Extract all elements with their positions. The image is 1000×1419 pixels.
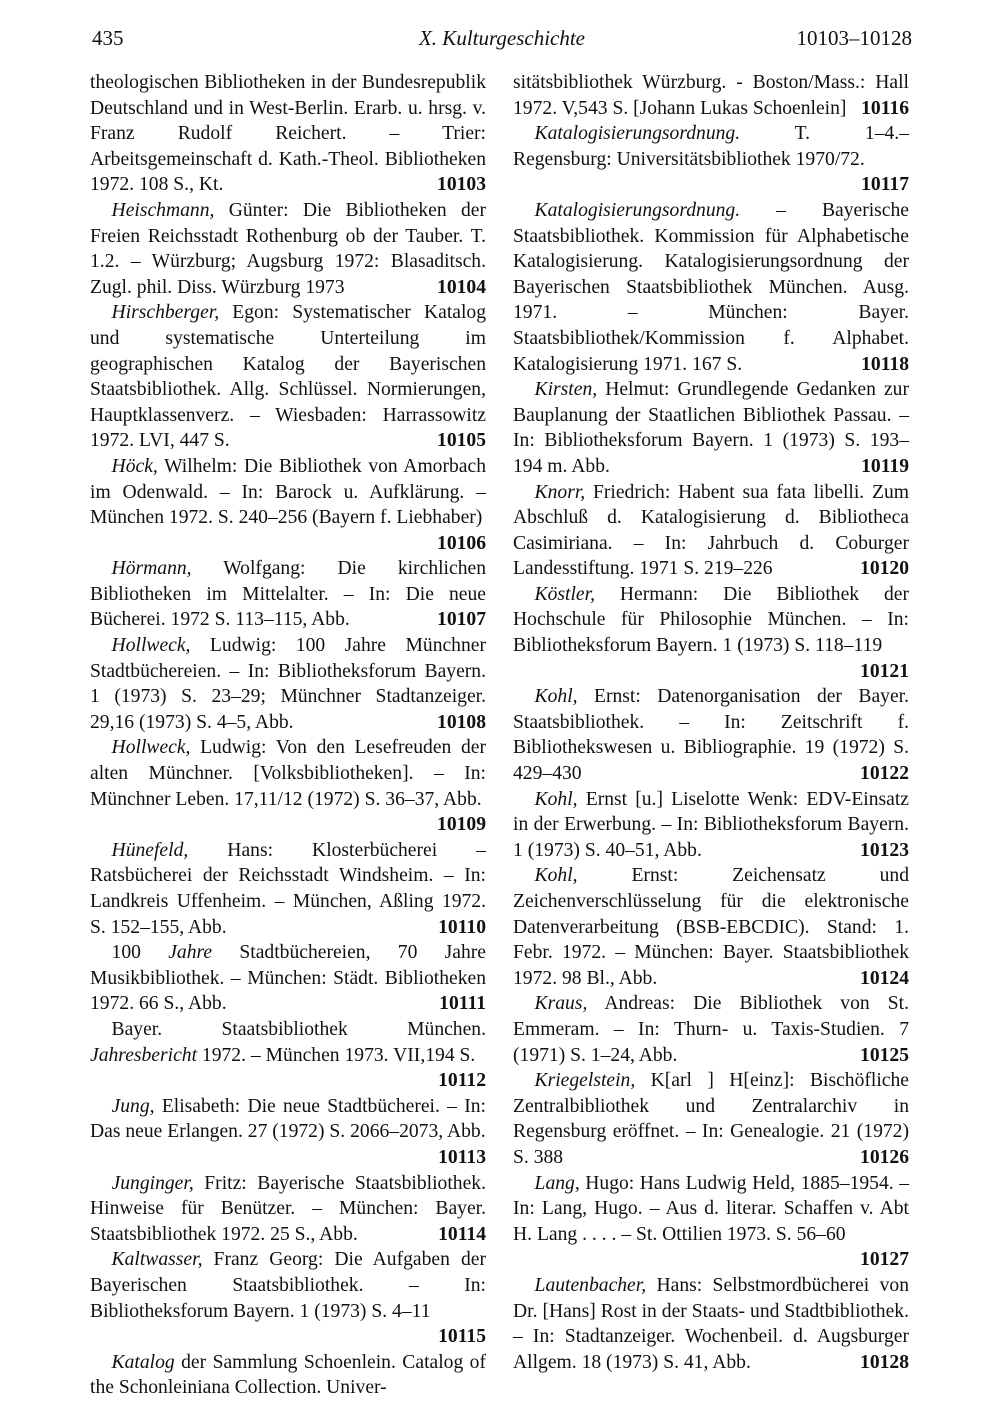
entry-author: Hörmann,: [111, 558, 192, 580]
bibliography-entry: [90, 198, 486, 300]
entry-author: Kaltwasser,: [111, 1249, 203, 1271]
bibliography-entry: [513, 684, 909, 786]
entry-author: Katalogisierungsordnung.: [534, 199, 741, 221]
entry-number: 10108: [437, 711, 486, 733]
entry-range: 10103–10128: [796, 26, 912, 50]
entry-author: Kohl,: [534, 865, 578, 887]
bibliography-entry: [513, 863, 909, 991]
page-number: 435: [92, 26, 124, 50]
entry-author: Lautenbacher,: [534, 1274, 647, 1296]
entry-number: 10117: [861, 174, 909, 196]
entry-author: Kriegelstein,: [534, 1070, 636, 1092]
entry-number: 10126: [860, 1146, 909, 1168]
bibliography-entry: [90, 454, 486, 556]
entry-author: Hünefeld,: [111, 839, 189, 861]
bibliography-entry: [513, 1171, 909, 1273]
entry-text: Ludwig: Von den Lesefreuden der alten Münchner. [Volksbibliotheken]. – In: Münchner Leben. 17,11/12 (1972) S. 36–37, Abb.: [90, 737, 486, 810]
entry-number: 10107: [437, 609, 486, 631]
entry-text: Helmut: Grundlegende Gedanken zur Bauplanung der Staatlichen Bibliothek Passau. – In: Bibliotheksforum Bayern. 1 (1973) S. 193–194 m. Abb.: [513, 379, 909, 477]
left-column: [90, 70, 486, 1401]
entry-prefix: 100: [111, 942, 169, 964]
entry-text: Franz Georg: Die Aufgaben der Bayerischen Staatsbibliothek. – In: Bibliotheksforum Bayern. 1 (1973) S. 4–11: [90, 1249, 486, 1322]
entry-author: Jahre: [168, 942, 213, 964]
entry-author: Hollweck,: [111, 635, 191, 657]
entry-number: 10105: [437, 430, 486, 452]
entry-author: Kraus,: [534, 993, 588, 1015]
bibliography-entry: [90, 1017, 486, 1094]
entry-text: theologischen Bibliotheken in der Bundesrepublik Deutschland und in West-Berlin. Erarb. u. hrsg. v. Franz Rudolf Reichert. – Trier: Arbeitsgemeinschaft d. Kath.-Theol. Bibliotheken 1972. 108 S., Kt.: [90, 72, 486, 196]
entry-number: 10115: [438, 1326, 486, 1348]
bibliography-entry: [90, 838, 486, 940]
bibliography-entry: [90, 1094, 486, 1171]
entry-text: Fritz: Bayerische Staatsbibliothek. Hinweise für Benützer. – München: Bayer. Staatsbibliothek 1972. 25 S., Abb.: [90, 1172, 486, 1245]
entry-number: 10113: [438, 1146, 486, 1168]
bibliography-entry: [513, 377, 909, 479]
bibliography-entry: [513, 121, 909, 198]
bibliography-entry: [513, 1068, 909, 1170]
bibliography-entry: [90, 70, 486, 198]
entry-number: 10124: [860, 967, 909, 989]
bibliography-entry: [90, 940, 486, 1017]
entry-author: Katalogisierungsordnung.: [534, 123, 741, 145]
bibliography-entry: [90, 1350, 486, 1401]
entry-author: Kohl,: [534, 686, 578, 708]
bibliography-entry: [513, 991, 909, 1068]
entry-text: K[arl ] H[einz]: Bischöfliche Zentralbibliothek und Zentralarchiv in Regensburg eröffnet. – In: Genealogie. 21 (1972) S. 388: [513, 1070, 909, 1168]
entry-author: Jung,: [111, 1095, 155, 1117]
entry-text: sitätsbibliothek Würzburg. - Boston/Mass.: Hall 1972. V,543 S. [Johann Lukas Schoenlein]: [513, 72, 909, 119]
entry-number: 10109: [437, 814, 486, 836]
bibliography-entry: [513, 1273, 909, 1375]
entry-prefix: Bayer. Staatsbibliothek München.: [111, 1018, 486, 1040]
entry-text: Wolfgang: Die kirchlichen Bibliotheken im Mittelalter. – In: Die neue Bücherei. 1972 S. 113–115, Abb.: [90, 558, 486, 631]
entry-number: 10125: [860, 1044, 909, 1066]
entry-number: 10106: [437, 532, 486, 554]
bibliography-entry: [90, 556, 486, 633]
section-title: X. Kulturgeschichte: [418, 26, 586, 50]
entry-text: Elisabeth: Die neue Stadtbücherei. – In: Das neue Erlangen. 27 (1972) S. 2066–2073, Abb.: [90, 1095, 486, 1143]
entry-text: Ernst: Datenorganisation der Bayer. Staatsbibliothek. – In: Zeitschrift f. Bibliothekswesen u. Bibliographie. 19 (1972) S. 429–430: [513, 686, 909, 785]
entry-text: Hans: Selbstmordbücherei von Dr. [Hans] Rost in der Staats- und Stadtbibliothek. – In: Stadtanzeiger. Wochenbeil. d. Augsburger Allgem. 18 (1973) S. 41, Abb.: [513, 1274, 909, 1373]
entry-number: 10118: [861, 353, 909, 375]
bibliography-entry: [513, 582, 909, 684]
entry-text: 1972. – München 1973. VII,194 S.: [197, 1044, 476, 1066]
entry-author: Hollweck,: [111, 737, 191, 759]
entry-number: 10103: [437, 174, 486, 196]
entry-text: T. 1–4.– Regensburg: Universitätsbibliothek 1970/72.: [513, 123, 909, 170]
bibliography-entry: [513, 480, 909, 582]
entry-author: Knorr,: [534, 481, 586, 503]
entry-number: 10119: [861, 455, 909, 477]
entry-number: 10120: [860, 558, 909, 580]
entry-author: Jahresbericht: [90, 1044, 198, 1066]
entry-author: Lang,: [534, 1172, 580, 1194]
entry-text: Ludwig: 100 Jahre Münchner Stadtbüchereien. – In: Bibliotheksforum Bayern. 1 (1973) S. 23–29; Münchner Stadtanzeiger. 29,16 (1973) S. 4–5, Abb.: [90, 635, 486, 733]
entry-number: 10110: [438, 916, 486, 938]
bibliography-entry: [513, 70, 909, 121]
entry-text: – Bayerische Staatsbibliothek. Kommission für Alphabetische Katalogisierung. Katalogisierungsordnung der Bayerischen Staatsbibliothek München. Ausg. 1971. – München: Bayer. Staatsbibliothek/Kommission f. Alphabet. Katalogisierung 1971. 167 S.: [513, 199, 909, 375]
entry-number: 10127: [860, 1249, 909, 1271]
entry-author: Katalog: [111, 1351, 175, 1373]
bibliography-entry: [90, 1171, 486, 1248]
bibliography-entry: [513, 787, 909, 864]
entry-number: 10123: [860, 839, 909, 861]
entry-author: Junginger,: [111, 1172, 194, 1194]
running-header: [92, 26, 912, 56]
entry-author: Kirsten,: [534, 379, 598, 401]
bibliography-entry: [90, 1247, 486, 1349]
entry-text: Wilhelm: Die Bibliothek von Amorbach im Odenwald. – In: Barock u. Aufklärung. – München 1972. S. 240–256 (Bayern f. Liebhaber): [90, 455, 486, 529]
entry-text: Günter: Die Bibliotheken der Freien Reichsstadt Rothenburg ob der Tauber. T. 1.2. – Würzburg; Augsburg 1972: Blasaditsch. Zugl. phil. Diss. Würzburg 1973: [90, 199, 486, 298]
entry-text: Stadtbüchereien, 70 Jahre Musikbibliothek. – München: Städt. Bibliotheken 1972. 66 S., Abb.: [90, 942, 486, 1015]
entry-author: Höck,: [111, 455, 158, 477]
entry-number: 10116: [861, 97, 909, 119]
entry-author: Hirschberger,: [111, 302, 220, 324]
right-column: [513, 70, 909, 1375]
entry-text: Friedrich: Habent sua fata libelli. Zum Abschluß d. Katalogisierung d. Bibliotheca Casimiriana. – In: Jahrbuch d. Coburger Landesstiftung. 1971 S. 219–226: [513, 481, 909, 580]
entry-text: Hans: Klosterbücherei – Ratsbücherei der Reichsstadt Windsheim. – In: Landkreis Uffenheim. – München, Aßling 1972. S. 152–155, Abb.: [90, 839, 486, 938]
entry-text: Ernst: Zeichensatz und Zeichenverschlüsselung für die elektronische Datenverarbeitung (BSB-EBCDIC). Stand: 1. Febr. 1972. – München: Bayer. Staatsbibliothek 1972. 98 Bl., Abb.: [513, 865, 909, 989]
entry-number: 10111: [439, 993, 486, 1015]
entry-text: Andreas: Die Bibliothek von St. Emmeram. – In: Thurn- u. Taxis-Studien. 7 (1971) S. 1–24, Abb.: [513, 993, 909, 1066]
bibliography-entry: [90, 735, 486, 837]
entry-author: Kohl,: [534, 788, 578, 810]
entry-text: Hugo: Hans Ludwig Held, 1885–1954. – In: Lang, Hugo. – Aus d. literar. Schaffen v. Abt H. Lang . . . . – St. Ottilien 1973. S. 56–60: [513, 1172, 909, 1245]
entry-text: Hermann: Die Bibliothek der Hochschule für Philosophie München. – In: Bibliotheksforum Bayern. 1 (1973) S. 118–119: [513, 583, 909, 657]
bibliography-entry: [513, 198, 909, 377]
entry-number: 10104: [437, 276, 486, 298]
bibliography-entry: [90, 633, 486, 735]
entry-text: der Sammlung Schoenlein. Catalog of the Schonleiniana Collection. Univer-: [90, 1351, 486, 1399]
entry-number: 10114: [438, 1223, 486, 1245]
entry-author: Heischmann,: [111, 199, 215, 221]
entry-number: 10112: [438, 1070, 486, 1092]
entry-number: 10128: [860, 1351, 909, 1373]
entry-number: 10122: [860, 763, 909, 785]
bibliography-entry: [90, 300, 486, 454]
entry-author: Köstler,: [534, 583, 595, 605]
entry-number: 10121: [860, 660, 909, 682]
entry-text: Ernst [u.] Liselotte Wenk: EDV-Einsatz in der Erwerbung. – In: Bibliotheksforum Bayern. 1 (1973) S. 40–51, Abb.: [513, 788, 909, 861]
entry-text: Egon: Systematischer Katalog und systematische Unterteilung im geographischen Katalog der Bayerischen Staatsbibliothek. Allg. Schlüssel. Normierungen, Hauptklassenverz. – Wiesbaden: Harrassowitz 1972. LVI, 447 S.: [90, 302, 486, 452]
